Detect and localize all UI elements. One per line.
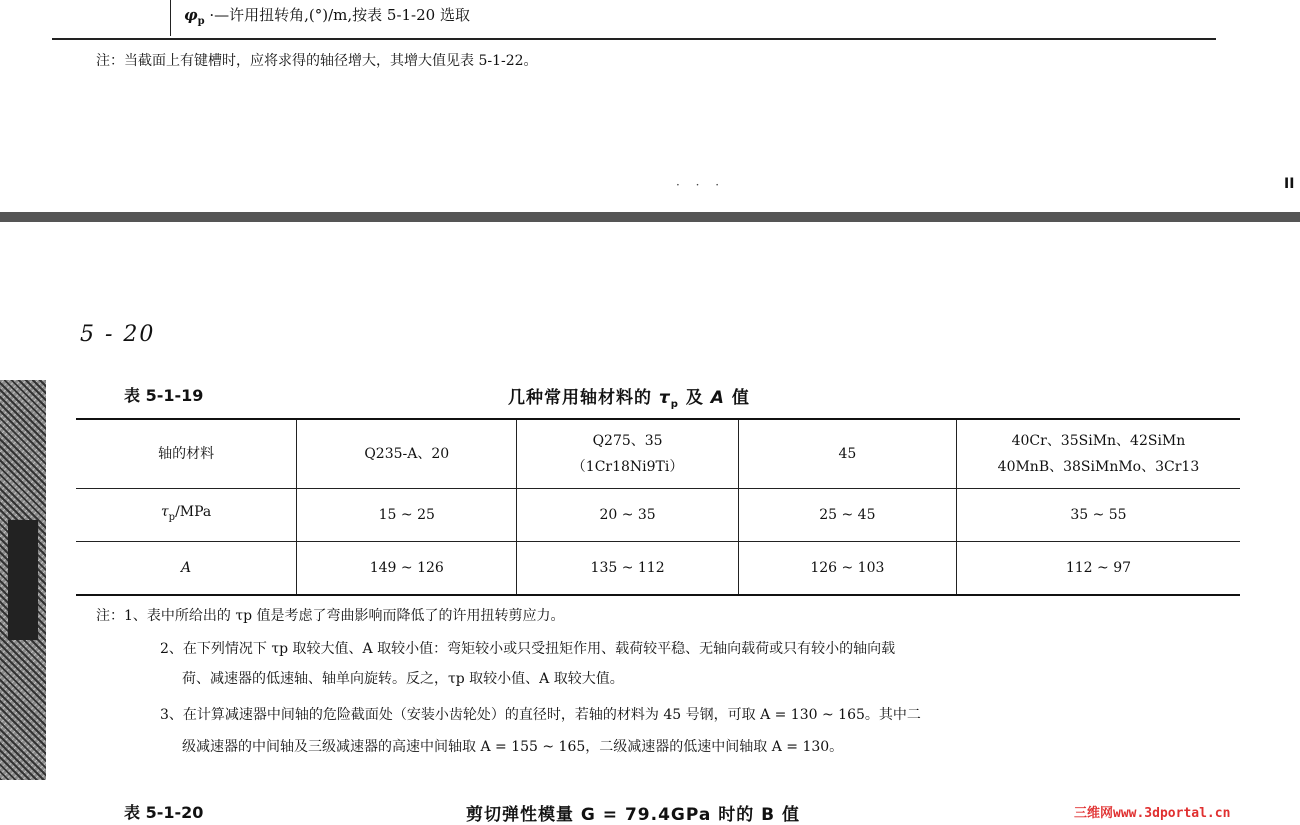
shaft-material-table	[76, 418, 1240, 596]
page-number: 5 - 20	[80, 322, 156, 347]
A-value: 112 ~ 97	[956, 542, 1240, 596]
title-prefix: 几种常用轴材料的	[508, 388, 659, 408]
title-mid: 及	[678, 388, 711, 408]
page-separator	[0, 212, 1300, 222]
phi-definition	[184, 4, 470, 27]
note-2-line-2: 荷、减速器的低速轴、轴单向旋转。反之，τp 取较小值、A 取较大值。	[182, 671, 624, 687]
edge-mark: II	[1284, 176, 1295, 192]
tau-unit: /MPa	[175, 504, 212, 520]
header-material-1: Q235-A、20	[297, 419, 517, 489]
material-2-line-1: Q275、35	[592, 433, 663, 449]
table-border-line	[170, 0, 171, 36]
table-row-tau	[76, 489, 1240, 542]
scan-dots: · · ·	[676, 178, 726, 192]
table-row-header	[76, 419, 1240, 489]
material-4-line-2: 40MnB、38SiMnMo、3Cr13	[997, 459, 1200, 475]
header-material-2	[517, 419, 738, 489]
phi-subscript: p	[197, 16, 205, 27]
tau-subscript: p	[168, 512, 176, 523]
A-value: 149 ~ 126	[297, 542, 517, 596]
header-material-4	[956, 419, 1240, 489]
note-1: 注：1、表中所给出的 τp 值是考虑了弯曲影响而降低了的许用扭转剪应力。	[96, 608, 565, 624]
title-suffix: 值	[724, 388, 750, 408]
table-title-next: 剪切弹性模量 G = 79.4GPa 时的 B 值	[466, 805, 801, 825]
table-number-next: 表 5-1-20	[124, 803, 204, 822]
scan-binding-dark	[8, 520, 38, 640]
table-row-A	[76, 542, 1240, 596]
note-3-line-2: 级减速器的中间轴及三级减速器的高速中间轴取 A = 155 ~ 165，二级减速器的低速中间轴取 A = 130。	[182, 739, 844, 755]
table-bottom-rule	[52, 38, 1216, 40]
table-number: 表 5-1-19	[124, 386, 204, 405]
title-tau: τ	[658, 388, 671, 408]
tau-value: 35 ~ 55	[956, 489, 1240, 542]
tau-symbol: τ	[160, 504, 169, 520]
site-watermark: 三维网www.3dportal.cn	[1074, 806, 1231, 821]
header-label: 轴的材料	[158, 446, 215, 462]
phi-description: ·—许用扭转角,(°)/m,按表 5-1-20 选取	[204, 6, 470, 24]
header-material-3: 45	[738, 419, 956, 489]
tau-value: 20 ~ 35	[517, 489, 738, 542]
material-4-line-1: 40Cr、35SiMn、42SiMn	[1011, 433, 1186, 449]
tau-value: 15 ~ 25	[297, 489, 517, 542]
keyway-note: 注：当截面上有键槽时，应将求得的轴径增大，其增大值见表 5-1-22。	[96, 53, 538, 69]
material-2-line-2: （1Cr18Ni9Ti）	[571, 459, 684, 475]
title-tau-sub: p	[670, 399, 679, 410]
note-3-line-1: 3、在计算减速器中间轴的危险截面处（安装小齿轮处）的直径时，若轴的材料为 45 号钢，可取 A = 130 ~ 165。其中二	[160, 707, 921, 723]
tau-value: 25 ~ 45	[738, 489, 956, 542]
A-value: 135 ~ 112	[517, 542, 738, 596]
A-value: 126 ~ 103	[738, 542, 956, 596]
table-title	[508, 383, 750, 410]
A-label: A	[76, 542, 297, 596]
phi-symbol: φ	[184, 6, 198, 24]
title-A: A	[710, 388, 725, 408]
note-2-line-1: 2、在下列情况下 τp 取较大值、A 取较小值：弯矩较小或只受扭矩作用、载荷较平稳、无轴向载荷或只有较小的轴向载	[160, 641, 896, 657]
tau-label	[76, 489, 297, 542]
